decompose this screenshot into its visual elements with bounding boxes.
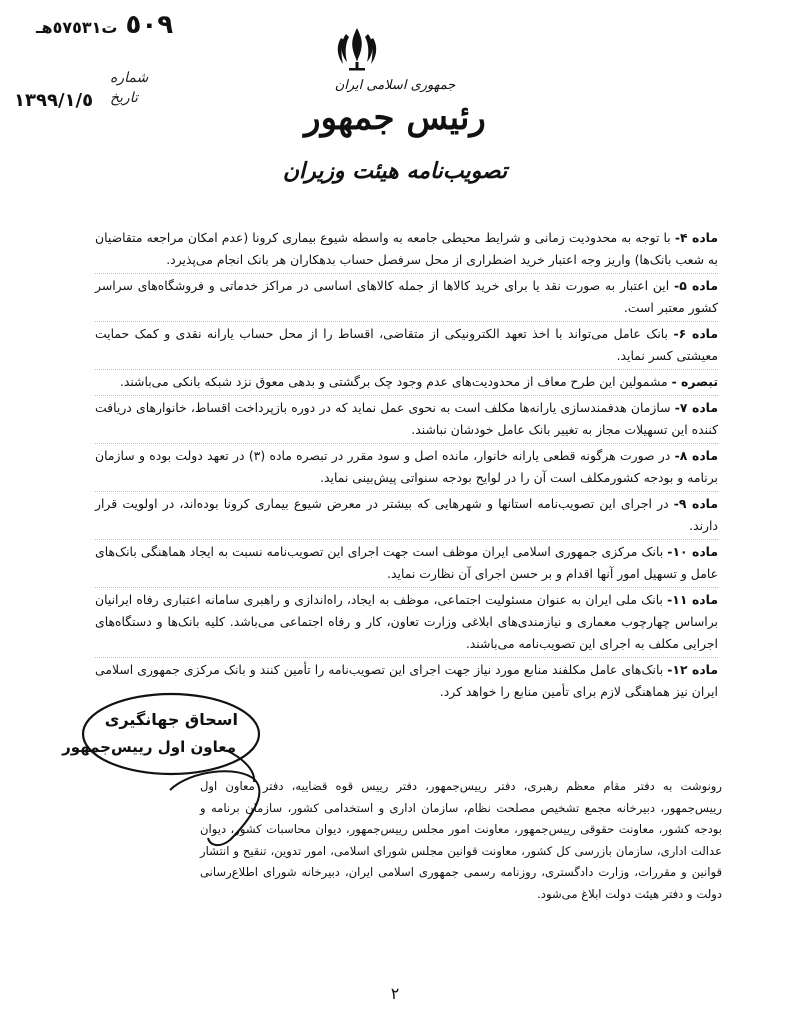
article [95,369,718,393]
document-code [36,10,173,40]
article-text: با توجه به محدودیت زمانی و شرایط محیطی جامعه به واسطه شیوع بیماری کرونا (عدم امکان مراجعه متقاضیان به شعب بانک‌ها) واریز وجه اعتبار خرید اضطراری از محل سرفصل حساب بدهکاران هر بانک انجام می‌پذیرد. [95,230,718,267]
article-lead: ماده ۶- [673,326,719,341]
cc-distribution: رونوشت به دفتر مقام معظم رهبری، دفتر رییس‌جمهور، دفتر رییس قوه قضاییه، دفتر معاون اول رییس‌جمهور، دبیرخانه مجمع تشخیص مصلحت نظام، سازمان اداری و استخدامی کشور، سازمان برنامه و بودجه کشور، معاونت حقوقی رییس‌جمهور، معاونت امور مجلس رییس‌جمهور، دیوان محاسبات کشور، دیوان عدالت اداری، سازمان بازرسی کل کشور، معاونت قوانین مجلس شورای اسلامی، امور تدوین، تنقیح و انتشار قوانین و مقررات، وزارت دادگستری، روزنامه رسمی جمهوری اسلامی ایران، دبیرخانه شورای اطلاع‌رسانی دولت و دفتر هیئت دولت ابلاغ می‌شود. [200,779,722,901]
article [95,395,718,441]
date-value: ١٣٩٩/١/٥ [14,90,94,111]
article-lead: ماده ۱۲- [667,662,718,677]
article-lead: ماده ۱۱- [667,592,718,607]
article-lead: ماده ۱۰- [667,544,719,559]
article-lead: ماده ۵- [674,278,718,293]
article-text: بانک مرکزی جمهوری اسلامی ایران موظف است جهت اجرای این تصویب‌نامه نسبت به ایجاد هماهنگی بانک‌های عامل و تسهیل امور آنها اقدام و بر حسن اجرای آن نظارت نماید. [95,544,718,581]
article [95,226,718,271]
signature-name: اسحاق جهانگیری [104,710,238,729]
signature-title: معاون اول رییس‌جمهور [62,738,236,756]
article-text: این اعتبار به صورت نقد یا برای خرید کالاها از جمله کالاهای اساسی در مراکز خدماتی و فروشگاه‌های سراسر کشور معتبر است. [95,278,718,315]
article-text: بانک عامل می‌تواند با اخذ تعهد الکترونیکی از متقاضی، اقساط را از محل حساب یارانه نقدی و کمک حمایت معیشتی کسر نماید. [95,326,718,363]
code-number: ٥٠٩ [125,10,174,40]
header-president: رئیس جمهور [304,98,486,138]
number-label: شماره [110,70,149,86]
article [95,539,718,585]
article-text: مشمولین این طرح معاف از محدودیت‌های عدم وجود چک برگشتی و بدهی معوق نزد شبکه بانکی می‌باشند. [119,374,672,389]
article [95,321,718,367]
article-lead: ماده ۴- [674,230,719,245]
article-text: بانک ملی ایران به عنوان مسئولیت اجتماعی، موظف به ایجاد، راه‌اندازی و راهبری سامانه اعتباری رفاه ایرانیان براساس چهارچوب معماری و نیازمندی‌های ابلاغی وزارت تعاون، کار و رفاه اجتماعی می‌باشد. کلیه بانک‌ها و دستگاه‌های اجرایی مکلف به اجرای این تصویب‌نامه می‌باشند. [95,592,718,651]
article-lead: ماده ۸- [674,448,719,463]
article-lead: ماده ۷- [674,400,718,415]
article-text: در اجرای این تصویب‌نامه استانها و شهرهایی که بیشتر در معرض شیوع بیماری کرونا بوده‌اند، در اولویت قرار دارند. [95,496,718,533]
articles-body [95,226,718,705]
emblem-icon [331,22,383,74]
code-text: ت٥٧٥٣١هـ [36,18,118,37]
article-text: بانک‌های عامل مکلفند منابع مورد نیاز جهت اجرای این تصویب‌نامه را تأمین کنند و بانک مرکزی جمهوری اسلامی ایران نیز هماهنگی لازم برای تأمین منابع را خواهد کرد. [95,662,718,699]
article-text: سازمان هدفمندسازی یارانه‌ها مکلف است به نحوی عمل نماید که در دوره بازپرداخت اقساط، خانوارهای دریافت کننده این تسهیلات مجاز به تغییر بانک عامل خودشان نباشند. [95,400,718,437]
page-number: ۲ [390,984,400,1003]
header-republic: جمهوری اسلامی ایران [334,78,456,93]
article-lead: ماده ۹- [673,496,719,511]
article-lead: تبصره - [671,374,718,389]
article-text: در صورت هرگونه قطعی یارانه خانوار، مانده اصل و سود مقرر در تبصره ماده (۳) در تعهد دولت بوده و سازمان برنامه و بودجه کشورمکلف است آن را در لوایح بودجه سنواتی پیش‌بینی نماید. [95,448,718,485]
article [95,273,718,319]
article [95,587,718,655]
header-cabinet: تصویب‌نامه هیئت وزیران [282,158,508,184]
article [95,491,718,537]
article [95,443,718,489]
date-label: تاریخ [110,90,138,106]
